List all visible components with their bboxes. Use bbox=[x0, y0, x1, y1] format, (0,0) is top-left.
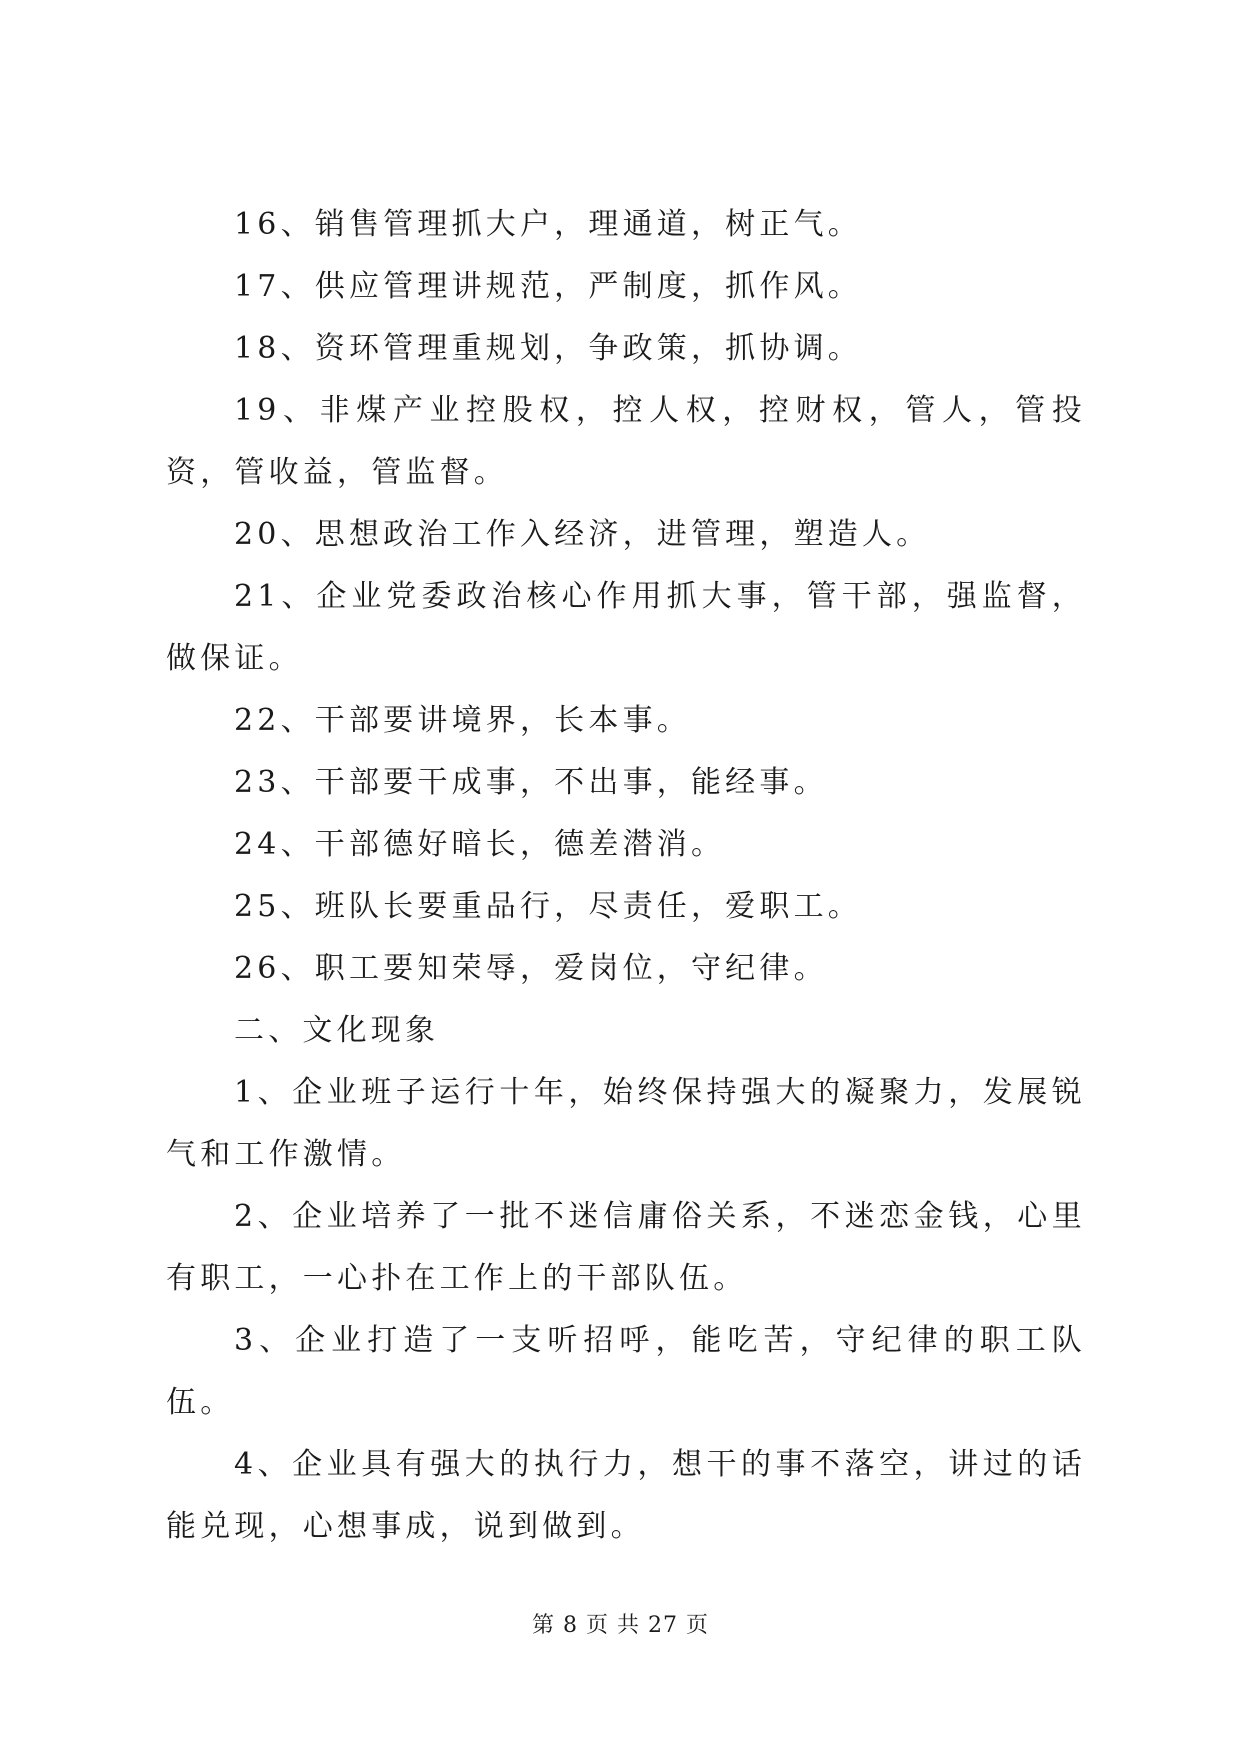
section-heading: 二、文化现象 bbox=[234, 1013, 440, 1048]
paragraph: 1、企业班子运行十年，始终保持强大的凝聚力，发展锐气和工作激情。 bbox=[166, 1075, 1086, 1172]
page-number-footer: 第 8 页 共 27 页 bbox=[532, 1613, 709, 1638]
paragraph: 25、班队长要重品行，尽责任，爱职工。 bbox=[234, 889, 862, 924]
paragraph: 22、干部要讲境界，长本事。 bbox=[234, 703, 691, 738]
paragraph: 26、职工要知荣辱，爱岗位，守纪律。 bbox=[234, 951, 828, 986]
paragraph: 24、干部德好暗长，德差潜消。 bbox=[234, 827, 726, 862]
paragraph: 3、企业打造了一支听招呼，能吃苦，守纪律的职工队伍。 bbox=[166, 1323, 1086, 1420]
paragraph: 23、干部要干成事，不出事，能经事。 bbox=[234, 765, 828, 800]
paragraph: 17、供应管理讲规范，严制度，抓作风。 bbox=[234, 269, 862, 304]
paragraph: 16、销售管理抓大户，理通道，树正气。 bbox=[234, 207, 862, 242]
paragraph: 20、思想政治工作入经济，进管理，塑造人。 bbox=[234, 517, 931, 552]
document-body bbox=[166, 194, 1086, 1558]
paragraph: 21、企业党委政治核心作用抓大事，管干部，强监督，做保证。 bbox=[166, 579, 1086, 676]
paragraph: 18、资环管理重规划，争政策，抓协调。 bbox=[234, 331, 862, 366]
paragraph: 19、非煤产业控股权，控人权，控财权，管人，管投资，管收益，管监督。 bbox=[166, 393, 1086, 490]
paragraph: 4、企业具有强大的执行力，想干的事不落空，讲过的话能兑现，心想事成，说到做到。 bbox=[166, 1447, 1086, 1544]
paragraph: 2、企业培养了一批不迷信庸俗关系，不迷恋金钱，心里有职工，一心扑在工作上的干部队伍。 bbox=[166, 1199, 1086, 1296]
